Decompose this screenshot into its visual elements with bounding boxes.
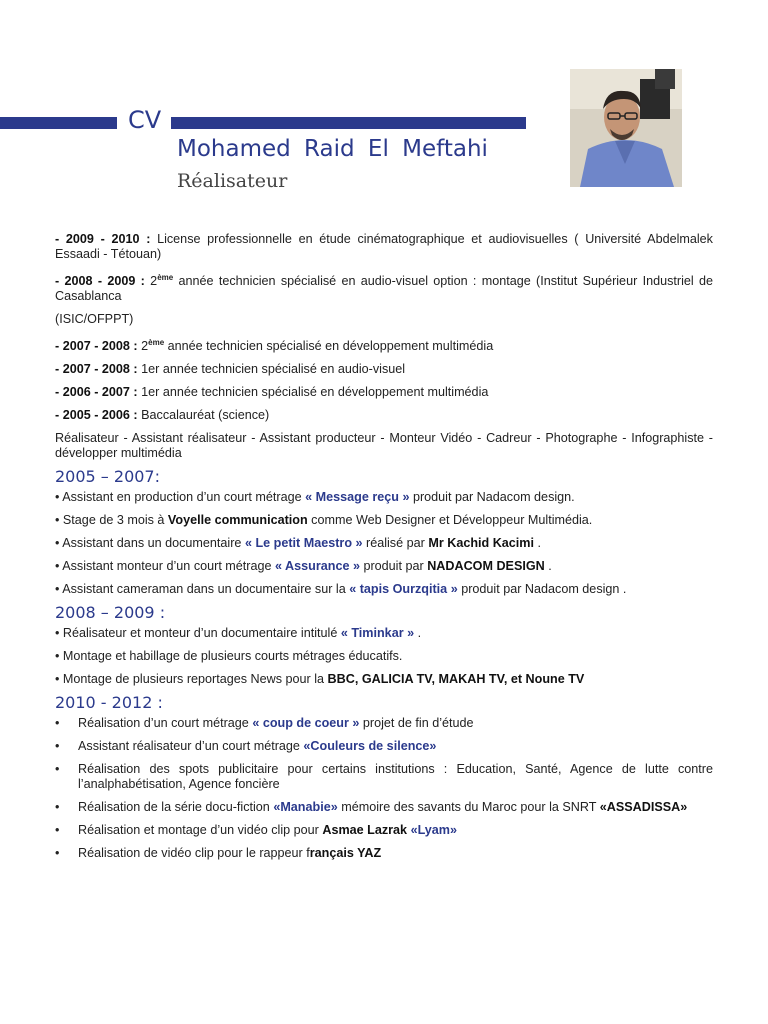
education-item: - 2009 - 2010 : License professionnelle en étude cinématographique et audiovisuelles ( Université Abdelmalek Essaadi - Tétouan) [55, 232, 713, 261]
cv-content [55, 232, 713, 869]
experience-item: • Montage de plusieurs reportages News pour la BBC, GALICIA TV, MAKAH TV, et Noune TV [55, 672, 585, 687]
education-item: (ISIC/OFPPT) [55, 312, 134, 327]
experience-item: • Réalisateur et monteur d’un documentaire intitulé « Timinkar » . [55, 626, 422, 641]
education-item: - 2006 - 2007 : 1er année technicien spécialisé en développement multimédia [55, 385, 489, 400]
experience-item: • Réalisation de vidéo clip pour le rappeur français YAZ [55, 846, 382, 861]
section-title-2010-2012: 2010 - 2012 : [55, 693, 163, 713]
experience-item: • Réalisation et montage d’un vidéo clip pour Asmae Lazrak «Lyam» [55, 823, 458, 838]
education-item: - 2005 - 2006 : Baccalauréat (science) [55, 408, 270, 423]
section-title-2008-2009: 2008 – 2009 : [55, 603, 166, 623]
experience-item: • Réalisation de la série docu-fiction «Manabie» mémoire des savants du Maroc pour la SNRT «ASSADISSA» [55, 800, 688, 815]
education-item: - 2008 - 2009 : 2ème année technicien spécialisé en audio-visuel option : montage (Institut Supérieur Industriel de Casablanca [55, 273, 713, 304]
roles-line: Réalisateur - Assistant réalisateur - Assistant producteur - Monteur Vidéo - Cadreur - Photographe - Infographiste - développer multimédia [55, 431, 713, 461]
experience-item: • Assistant cameraman dans un documentaire sur la « tapis Ourzqitia » produit par Nadacom design . [55, 582, 627, 597]
header-bar-left [0, 117, 117, 129]
education-item: - 2007 - 2008 : 1er année technicien spécialisé en audio-visuel [55, 362, 406, 377]
experience-item: • Assistant en production d’un court métrage « Message reçu » produit par Nadacom design. [55, 490, 575, 505]
header-bar-right [171, 117, 526, 129]
experience-item: • Assistant dans un documentaire « Le petit Maestro » réalisé par Mr Kachid Kacimi . [55, 536, 542, 551]
cv-label: CV [128, 106, 162, 134]
experience-item: • Montage et habillage de plusieurs courts métrages éducatifs. [55, 649, 403, 664]
experience-item: • Réalisation des spots publicitaire pour certains institutions : Education, Santé, Agence de lutte contre l’analphabétisation, Agence foncière [55, 762, 713, 792]
experience-item: • Assistant réalisateur d’un court métrage «Couleurs de silence» [55, 739, 437, 754]
education-item: - 2007 - 2008 : 2ème année technicien spécialisé en développement multimédia [55, 338, 494, 354]
experience-item: • Réalisation d’un court métrage « coup de coeur » projet de fin d’étude [55, 716, 474, 731]
experience-item: • Stage de 3 mois à Voyelle communication comme Web Designer et Développeur Multimédia. [55, 513, 593, 528]
person-role: Réalisateur [177, 170, 288, 192]
experience-item: • Assistant monteur d’un court métrage « Assurance » produit par NADACOM DESIGN . [55, 559, 552, 574]
profile-photo [570, 69, 682, 187]
section-title-2005-2007: 2005 – 2007: [55, 467, 160, 487]
person-name: Mohamed Raid El Meftahi [177, 136, 488, 162]
